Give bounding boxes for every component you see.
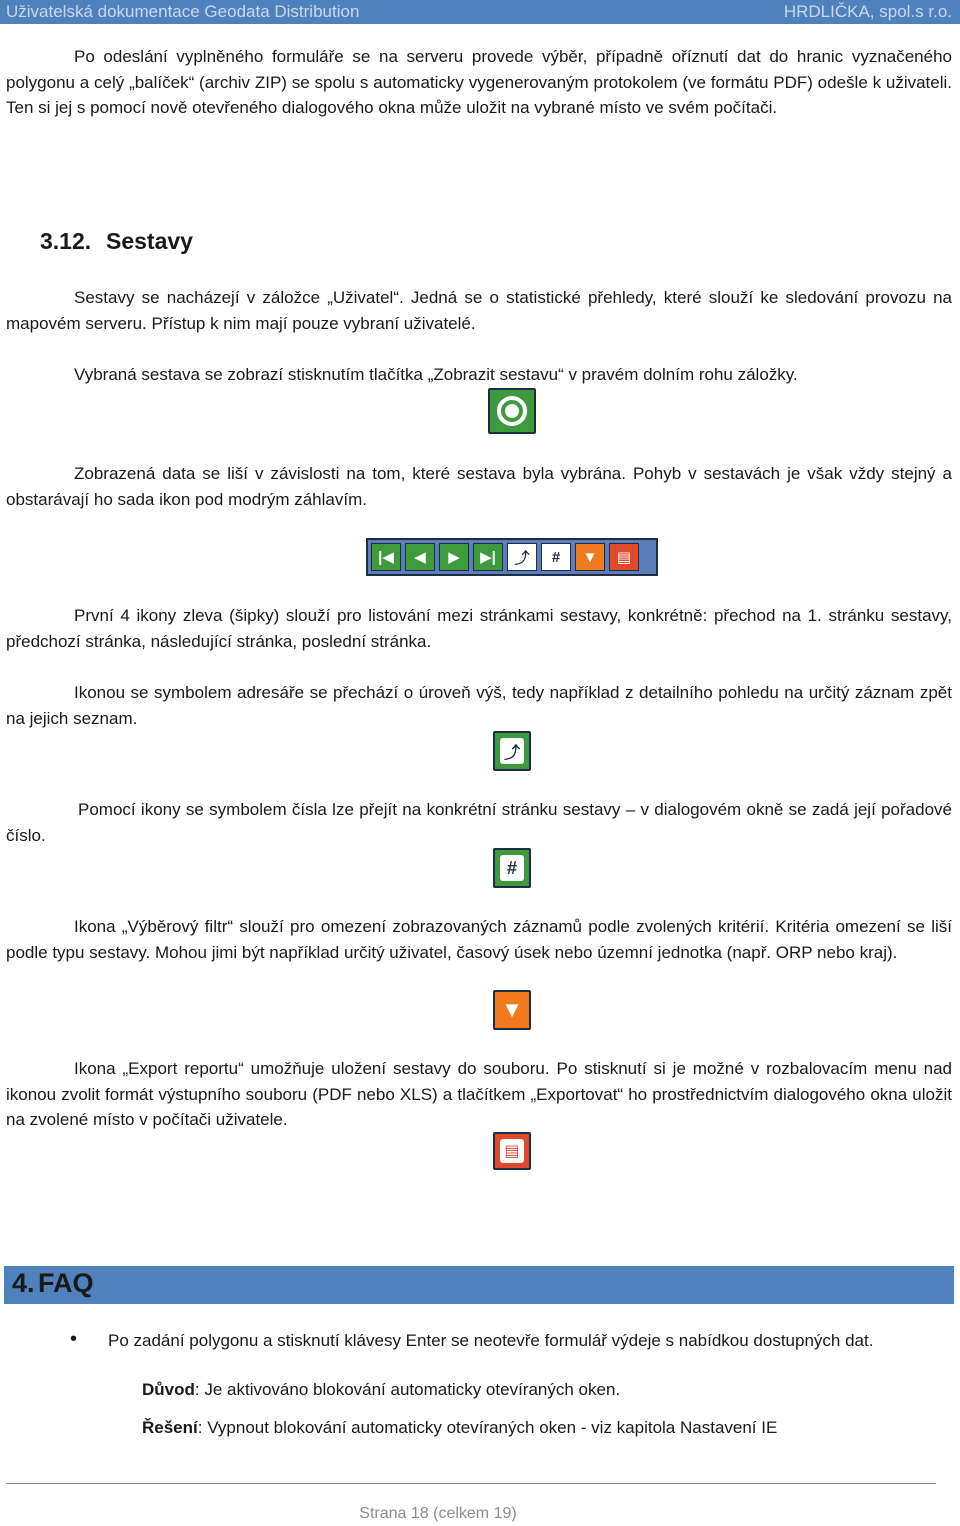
eye-target-icon bbox=[501, 400, 523, 422]
show-report-icon bbox=[488, 388, 536, 434]
footer-divider bbox=[6, 1483, 936, 1484]
paragraph-folder-up: Ikonou se symbolem adresáře se přechází o úroveň výš, tedy například z detailního pohledu na určitý záznam zpět na jejich seznam. bbox=[6, 683, 952, 728]
page-header bbox=[0, 0, 960, 24]
export-icon: ▤ bbox=[493, 1132, 531, 1170]
last-page-icon[interactable]: ▶| bbox=[473, 543, 503, 571]
section-title: Sestavy bbox=[106, 228, 193, 254]
faq-heading-bar bbox=[4, 1266, 954, 1304]
paragraph-filter: Ikona „Výběrový filtr“ slouží pro omezení zobrazovaných záznamů podle zvolených kritérií. Kritéria omezení se liší podle typu sestavy. Mohou jimi být například určitý uživatel, časový úsek nebo územní jednotka (např. ORP nebo kraj). bbox=[6, 917, 952, 962]
faq-question: Po zadání polygonu a stisknutí klávesy Enter se neotevře formulář výdeje s nabídkou dostupných dat. bbox=[108, 1331, 874, 1350]
page-number-icon[interactable]: # bbox=[541, 543, 571, 571]
faq-reason: Důvod: Je aktivováno blokování automaticky otevíraných oken. bbox=[142, 1380, 621, 1399]
paragraph-export: Ikona „Export reportu“ umožňuje uložení sestavy do souboru. Po stisknutí si je možné v rozbalovacím menu nad ikonou zvolit formát výstupního souboru (PDF nebo XLS) a tlačítkem „Exportovat“ ho prostřednictvím dialogového okna uložit na zvolené místo v počítači uživatele. bbox=[6, 1059, 952, 1130]
first-page-icon[interactable]: |◀ bbox=[371, 543, 401, 571]
report-toolbar bbox=[366, 538, 658, 576]
paragraph-page-number: Pomocí ikony se symbolem čísla lze přejít na konkrétní stránku sestavy – v dialogovém okně se zadá její pořadové číslo. bbox=[6, 800, 952, 845]
faq-heading bbox=[12, 1268, 94, 1299]
faq-number: 4. bbox=[12, 1268, 35, 1298]
paragraph-reports-location: Sestavy se nacházejí v záložce „Uživatel“. Jedná se o statistické přehledy, které slouží ke sledování provozu na mapovém serveru. Přístup k nim mají pouze vybraní uživatelé. bbox=[6, 288, 952, 333]
next-page-icon[interactable]: ▶ bbox=[439, 543, 469, 571]
filter-icon[interactable]: ▼ bbox=[575, 543, 605, 571]
page-number-footer: Strana 18 (celkem 19) bbox=[359, 1505, 517, 1522]
header-company: HRDLIČKA, spol.s r.o. bbox=[783, 2, 952, 21]
folder-up-icon[interactable]: ⤴ bbox=[507, 543, 537, 571]
faq-solution: Řešení: Vypnout blokování automaticky otevíraných oken - viz kapitola Nastavení IE bbox=[142, 1418, 778, 1437]
intro-text: Po odeslání vyplněného formuláře se na serveru provede výběr, případně oříznutí dat do hranic vyznačeného polygonu a celý „balíček“ (archiv ZIP) se spolu s automaticky vygenerovaným protokolem (ve formátu PDF) odešle k uživateli. Ten si jej s pomocí nově otevřeného dialogového okna může uložit na vybrané místo ve svém počítači. bbox=[6, 47, 952, 118]
export-icon[interactable]: ▤ bbox=[609, 543, 639, 571]
faq-title: FAQ bbox=[38, 1268, 94, 1298]
paragraph-arrows: První 4 ikony zleva (šipky) slouží pro listování mezi stránkami sestavy, konkrétně: přechod na 1. stránku sestavy, předchozí stránka, následující stránka, poslední stránka. bbox=[6, 606, 952, 651]
intro-paragraph bbox=[6, 44, 952, 121]
paragraph-report-navigation: Zobrazená data se liší v závislosti na tom, které sestava byla vybrána. Pohyb v sestavách je však vždy stejný a obstarávají ho sada ikon pod modrým záhlavím. bbox=[6, 464, 952, 509]
faq-solution-label: Řešení bbox=[142, 1418, 198, 1437]
section-number: 3.12. bbox=[40, 228, 92, 254]
page-number-icon: # bbox=[493, 848, 531, 888]
bullet-icon: • bbox=[70, 1328, 78, 1350]
previous-page-icon[interactable]: ◀ bbox=[405, 543, 435, 571]
filter-icon: ▼ bbox=[493, 990, 531, 1030]
folder-up-icon: ⤴ bbox=[493, 731, 531, 771]
faq-reason-label: Důvod bbox=[142, 1380, 195, 1399]
section-heading bbox=[40, 228, 193, 255]
paragraph-show-report: Vybraná sestava se zobrazí stisknutím tlačítka „Zobrazit sestavu“ v pravém dolním rohu záložky. bbox=[74, 365, 798, 384]
header-document-title: Uživatelská dokumentace Geodata Distribution bbox=[6, 2, 360, 21]
